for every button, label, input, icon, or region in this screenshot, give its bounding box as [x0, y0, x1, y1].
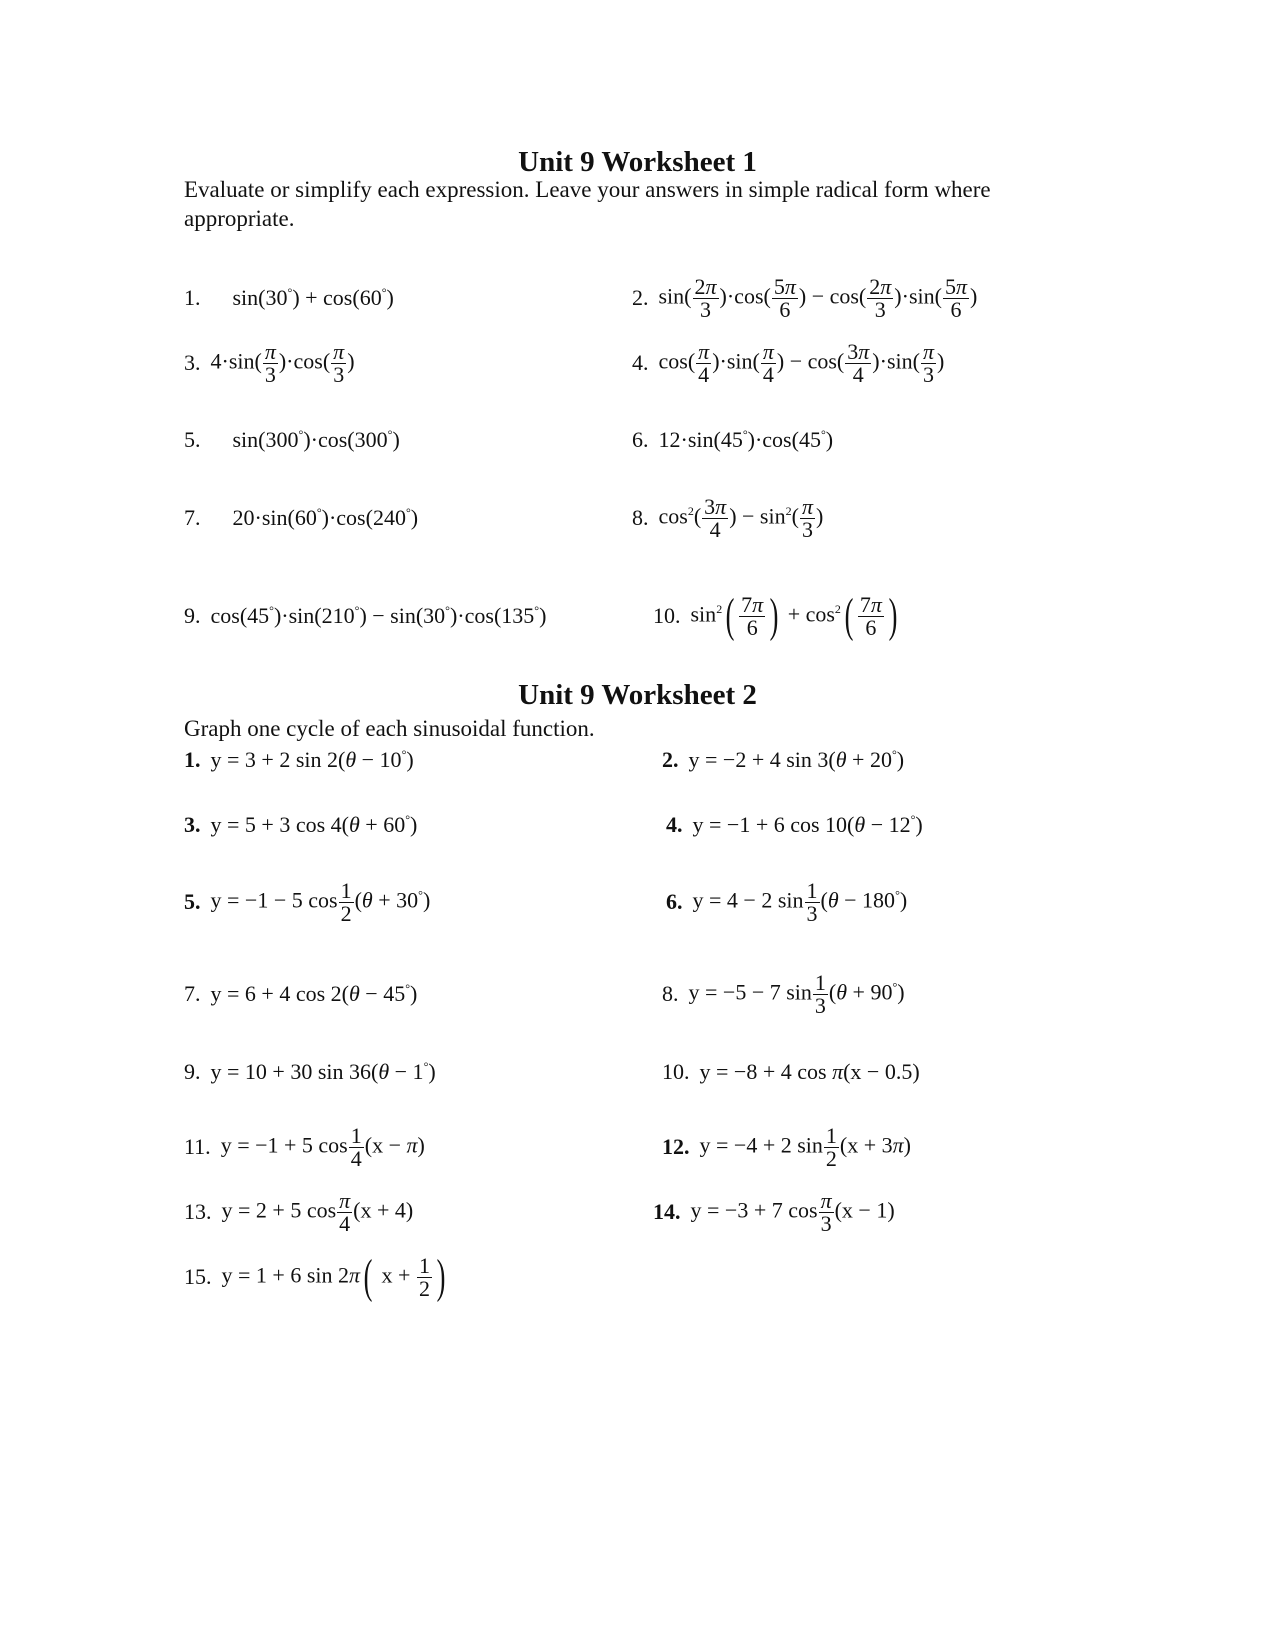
problem-number: 4.	[632, 350, 649, 375]
ws1-problem-9: 9. cos(45°)·sin(210°) − sin(30°)·cos(135°)	[184, 603, 547, 628]
worksheet1-instructions: Evaluate or simplify each expression. Leave your answers in simple radical form where appropriate.	[184, 177, 991, 231]
ws2-problem-9: 9. y = 10 + 30 sin 36(θ − 1°)	[184, 1059, 436, 1084]
ws2-problem-13: 13. y = 2 + 5 cos $\frac{\pi}{4}$ (x + 4)	[184, 1187, 414, 1236]
problem-number: 5.	[184, 427, 201, 452]
ws2-problem-6: 6. y = 4 − 2 sin $\frac{1}{3}$ (θ − 180°)	[666, 877, 908, 926]
ws1-problem-6: 6. 12·sin(45°)·cos(45°)	[632, 427, 834, 452]
ws1-problem-3: 3. 4·sin( $\frac{\pi}{3}$ )·cos( $\frac{\pi}{3}$ )	[184, 338, 355, 387]
ws2-problem-10: 10. y = −8 + 4 cos π(x − 0.5)	[662, 1059, 920, 1084]
ws2-problem-7: 7. y = 6 + 4 cos 2(θ − 45°)	[184, 981, 418, 1006]
ws2-problem-1: 1. y = 3 + 2 sin 2(θ − 10°)	[184, 747, 414, 772]
problem-number: 3.	[184, 812, 201, 837]
worksheet1-title: Unit 9 Worksheet 1	[518, 146, 757, 178]
ws1-problem-8: 8. $\cos^2$( $\frac{3\pi}{4}$ ) − $\sin^2$( $\frac{\pi}{3}$ )	[632, 493, 824, 542]
ws2-problem-2: 2. y = −2 + 4 sin 3(θ + 20°)	[662, 747, 905, 772]
problem-number: 10.	[653, 603, 681, 628]
problem-number: 13.	[184, 1199, 212, 1224]
problem-number: 9.	[184, 1059, 201, 1084]
problem-number: 8.	[632, 505, 649, 530]
problem-number: 15.	[184, 1264, 212, 1289]
ws1-problem-4: 4. cos( $\frac{\pi}{4}$ )·sin( $\frac{\pi}{4}$ ) − cos( $\frac{3\pi}{4}$ )·sin( $\frac{\pi}{3}$ )	[632, 338, 945, 387]
ws2-problem-12: 12. y = −4 + 2 sin $\frac{1}{2}$ (x + 3π)	[662, 1122, 911, 1171]
ws1-problem-5: 5. sin(300°)·cos(300°)	[184, 427, 400, 452]
problem-number: 14.	[653, 1199, 681, 1224]
worksheet2-title: Unit 9 Worksheet 2	[518, 679, 757, 711]
ws2-problem-11: 11. y = −1 + 5 cos $\frac{1}{4}$ (x − π)	[184, 1122, 425, 1171]
ws2-problem-5: 5. y = −1 − 5 cos $\frac{1}{2}$ (θ + 30°)	[184, 877, 431, 926]
problem-number: 10.	[662, 1059, 690, 1084]
ws2-problem-14: 14. y = −3 + 7 cos $\frac{\pi}{3}$ (x − 1)	[653, 1187, 895, 1236]
ws1-problem-1: 1. sin(30°) + cos(60°)	[184, 285, 394, 310]
ws1-problem-7: 7. 20·sin(60°)·cos(240°)	[184, 505, 419, 530]
problem-number: 2.	[662, 747, 679, 772]
problem-number: 3.	[184, 350, 201, 375]
problem-number: 6.	[666, 889, 683, 914]
problem-number: 7.	[184, 505, 201, 530]
problem-number: 11.	[184, 1134, 211, 1159]
ws1-problem-10: 10. $\sin^2$( $\frac{7\pi}{6}$ ) + $\cos^2$( $\frac{7\pi}{6}$ )	[653, 589, 898, 642]
problem-number: 4.	[666, 812, 683, 837]
problem-number: 8.	[662, 981, 679, 1006]
ws2-problem-3: 3. y = 5 + 3 cos 4(θ + 60°)	[184, 812, 418, 837]
problem-number: 12.	[662, 1134, 690, 1159]
worksheet2-instructions: Graph one cycle of each sinusoidal function.	[184, 716, 595, 741]
problem-number: 6.	[632, 427, 649, 452]
problem-number: 2.	[632, 285, 649, 310]
ws2-problem-15: 15. y = 1 + 6 sin 2π( x + $\frac{1}{2}$ )	[184, 1250, 446, 1303]
problem-number: 9.	[184, 603, 201, 628]
ws2-problem-8: 8. y = −5 − 7 sin $\frac{1}{3}$ (θ + 90°)	[662, 969, 905, 1018]
ws2-problem-4: 4. y = −1 + 6 cos 10(θ − 12°)	[666, 812, 923, 837]
problem-number: 5.	[184, 889, 201, 914]
problem-number: 1.	[184, 747, 201, 772]
problem-number: 7.	[184, 981, 201, 1006]
ws1-problem-2: 2. sin( $\frac{2\pi}{3}$ )·cos( $\frac{5\pi}{6}$ ) − cos( $\frac{2\pi}{3}$ )·sin( $\frac{5\pi}{6}$ )	[632, 273, 978, 322]
problem-number: 1.	[184, 285, 201, 310]
